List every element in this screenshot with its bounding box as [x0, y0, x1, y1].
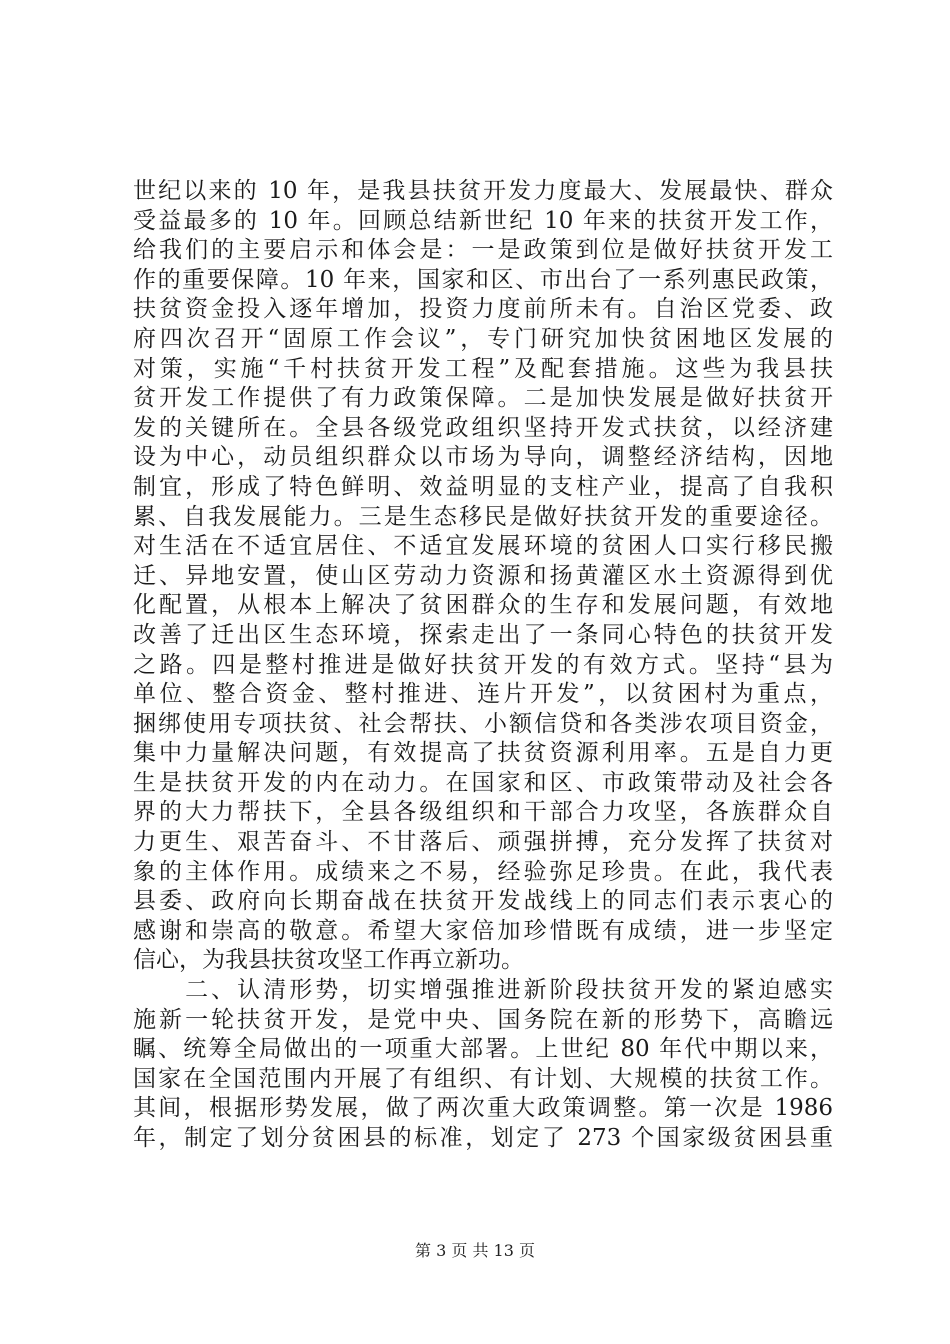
text-line: 给我们的主要启示和体会是：一是政策到位是做好扶贫开发工: [133, 237, 833, 264]
text-line: 单位、整合资金、整村推进、连片开发”，以贫困村为重点，: [133, 681, 833, 708]
text-line: 设为中心，动员组织群众以市场为导向，调整经济结构，因地: [133, 444, 833, 471]
text-line: 捆绑使用专项扶贫、社会帮扶、小额信贷和各类涉农项目资金，: [133, 710, 833, 737]
text-line: 受益最多的 10 年。回顾总结新世纪 10 年来的扶贫开发工作，: [133, 207, 833, 234]
text-line: 施新一轮扶贫开发，是党中央、国务院在新的形势下，高瞻远: [133, 1006, 833, 1033]
text-line: 贫开发工作提供了有力政策保障。二是加快发展是做好扶贫开: [133, 385, 833, 412]
page-footer: 第 3 页 共 13 页: [415, 1241, 535, 1260]
text-line: 迁、异地安置，使山区劳动力资源和扬黄灌区水土资源得到优: [133, 562, 833, 589]
text-line: 扶贫资金投入逐年增加，投资力度前所未有。自治区党委、政: [133, 296, 833, 323]
text-line: 改善了迁出区生态环境，探索走出了一条同心特色的扶贫开发: [133, 621, 833, 648]
text-line: 年，制定了划分贫困县的标准，划定了 273 个国家级贫困县重: [133, 1125, 833, 1151]
text-line: 作的重要保障。10 年来，国家和区、市出台了一系列惠民政策，: [133, 266, 833, 293]
text-line: 界的大力帮扶下，全县各级组织和干部合力攻坚，各族群众自: [133, 799, 833, 826]
text-line: 之路。四是整村推进是做好扶贫开发的有效方式。坚持“县为: [133, 651, 833, 678]
text-line: 二、认清形势，切实增强推进新阶段扶贫开发的紧迫感实: [133, 977, 833, 1004]
body-text: [133, 177, 833, 1154]
text-line: 生是扶贫开发的内在动力。在国家和区、市政策带动及社会各: [133, 769, 833, 796]
text-line: 瞩、统筹全局做出的一项重大部署。上世纪 80 年代中期以来，: [133, 1036, 833, 1063]
text-line: 累、自我发展能力。三是生态移民是做好扶贫开发的重要途径。: [133, 503, 833, 530]
text-line: 府四次召开“固原工作会议”，专门研究加快贫困地区发展的: [133, 325, 833, 352]
text-line: 对生活在不适宜居住、不适宜发展环境的贫困人口实行移民搬: [133, 533, 833, 560]
text-line: 信心，为我县扶贫攻坚工作再立新功。: [133, 947, 524, 974]
text-line: 其间，根据形势发展，做了两次重大政策调整。第一次是 1986: [133, 1095, 833, 1122]
text-line: 县委、政府向长期奋战在扶贫开发战线上的同志们表示衷心的: [133, 888, 833, 915]
text-line: 国家在全国范围内开展了有组织、有计划、大规模的扶贫工作。: [133, 1065, 833, 1092]
text-line: 世纪以来的 10 年，是我县扶贫开发力度最大、发展最快、群众: [133, 178, 833, 204]
text-line: 力更生、艰苦奋斗、不甘落后、顽强拼搏，充分发挥了扶贫对: [133, 829, 833, 856]
text-line: 集中力量解决问题，有效提高了扶贫资源利用率。五是自力更: [133, 740, 833, 767]
text-line: 制宜，形成了特色鲜明、效益明显的支柱产业，提高了自我积: [133, 473, 833, 500]
text-line: 发的关键所在。全县各级党政组织坚持开发式扶贫，以经济建: [133, 414, 833, 441]
text-line: 对策，实施“千村扶贫开发工程”及配套措施。这些为我县扶: [133, 355, 833, 382]
text-line: 化配置，从根本上解决了贫困群众的生存和发展问题，有效地: [133, 592, 833, 619]
text-line: 感谢和崇高的敬意。希望大家倍加珍惜既有成绩，进一步坚定: [133, 917, 833, 944]
text-line: 象的主体作用。成绩来之不易，经验弥足珍贵。在此，我代表: [133, 858, 833, 885]
